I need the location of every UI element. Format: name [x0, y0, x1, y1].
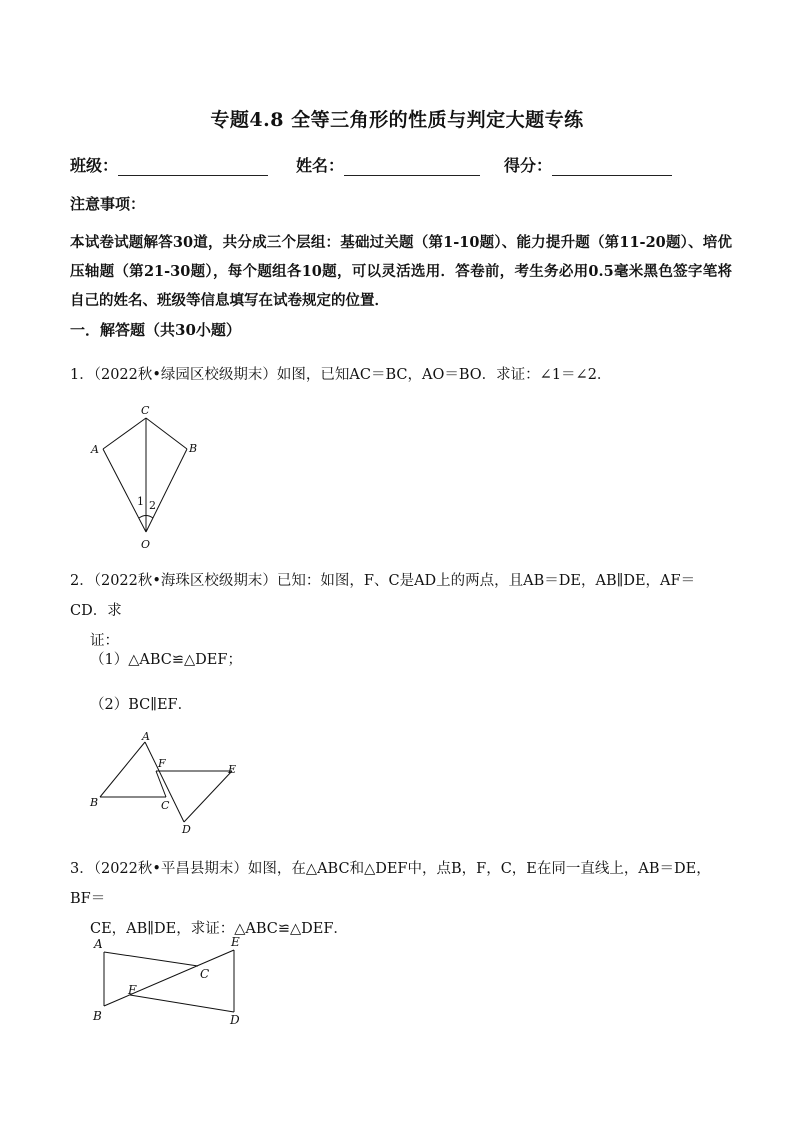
problem-1-figure [86, 402, 206, 552]
p1-label-b: B [189, 442, 198, 455]
p2-label-b: B [90, 796, 99, 809]
class-label: 班级： [70, 156, 119, 175]
problem-2-figure [86, 730, 246, 838]
problem-3-figure [86, 930, 256, 1030]
p2-label-f: F [158, 757, 166, 770]
score-field [504, 153, 672, 176]
problem-2-line1: 2．（2022秋•海珠区校级期末）已知：如图，F、C是AD上的两点，且AB＝DE，AB∥DE，AF＝CD．求 [70, 573, 696, 619]
problem-2-sub2: （2）BC∥EF． [90, 697, 193, 713]
p3-label-f: F [128, 983, 137, 997]
p2-label-c: C [161, 799, 170, 812]
p3-label-d: D [230, 1013, 240, 1027]
problem-2-sub1: （1）△ABC≌△DEF； [90, 652, 242, 668]
page-title: 专题4.8 全等三角形的性质与判定大题专练 [210, 109, 584, 131]
name-label: 姓名： [296, 156, 345, 175]
p1-label-o: O [141, 538, 151, 551]
class-blank[interactable] [118, 157, 268, 176]
problem-2-text [70, 566, 730, 656]
p3-label-b: B [93, 1009, 102, 1023]
problem-2-line2: 证： [90, 633, 119, 649]
section-title: 一．解答题（共30小题） [70, 321, 241, 339]
p2-label-d: D [182, 823, 191, 836]
p3-label-e: E [231, 935, 240, 949]
p1-label-a: A [91, 443, 99, 456]
name-field [296, 153, 480, 176]
notice-body: 本试卷试题解答30道，共分成三个层组：基础过关题（第1-10题）、能力提升题（第11-20题）、培优压轴题（第21-30题），每个题组各10题，可以灵活选用．答卷前，考生务必用0.5毫米黑色签字笔将自己的姓名、班级等信息填写在试卷规定的位置． [70, 234, 732, 309]
problem-3-line2: CE，AB∥DE，求证：△ABC≌△DEF． [90, 921, 348, 937]
p3-label-a: A [94, 937, 103, 951]
p3-label-c: C [200, 967, 210, 981]
score-label: 得分： [504, 156, 553, 175]
score-blank[interactable] [552, 157, 672, 176]
p1-label-c: C [141, 404, 150, 417]
name-blank[interactable] [344, 157, 480, 176]
p2-label-a: A [142, 730, 150, 743]
p1-angle-2: 2 [149, 499, 156, 512]
class-field [70, 153, 268, 176]
notice-title: 注意事项： [70, 195, 146, 213]
p1-angle-1: 1 [137, 495, 144, 508]
problem-3-line1: 3．（2022秋•平昌县期末）如图，在△ABC和△DEF中，点B，F，C，E在同一直线上，AB＝DE，BF＝ [70, 861, 711, 907]
problem-1-text: 1．（2022秋•绿园区校级期末）如图，已知AC＝BC，AO＝BO．求证：∠1＝∠2． [70, 367, 612, 383]
p2-label-e: E [228, 763, 237, 776]
